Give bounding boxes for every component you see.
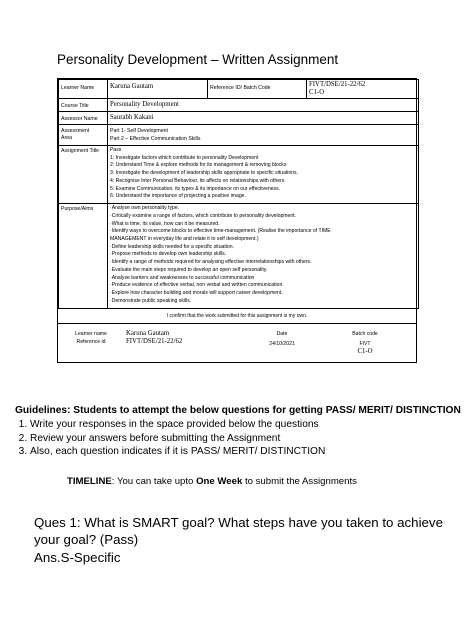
purpose-aims-list bbox=[108, 204, 419, 309]
reference-id-sig-label: Reference id bbox=[76, 338, 106, 345]
guidelines-section bbox=[15, 404, 465, 459]
reference-id-sig-value: FIVT/DSE/21-22/62 bbox=[126, 337, 183, 345]
assignment-title-label: Assignment Title bbox=[59, 145, 108, 203]
batch-code-block bbox=[320, 330, 410, 362]
guidelines-heading: Guidelines: Students to attempt the below questions for getting PASS/ MERIT/ DISTINCTION bbox=[15, 405, 461, 416]
reference-id-line: FIVT/DSE/21-22/62 bbox=[309, 81, 366, 88]
list-item: ·Analyse barriers and weaknesses to successful communication bbox=[110, 274, 255, 281]
assessor-name-label: Assessor Name bbox=[59, 112, 108, 125]
learner-name-sig-value: Karuna Gautam bbox=[126, 329, 170, 337]
batch-code-value: FIVT bbox=[359, 340, 371, 347]
course-title-value: Personality Development bbox=[108, 99, 419, 112]
list-item: ·What is time, its value, how can it be measured. bbox=[110, 220, 220, 227]
assessment-area-part: Part 1- Self Development bbox=[110, 128, 168, 135]
learner-name-value: Karuna Gautam bbox=[108, 80, 208, 99]
learner-name-label: Learner Name bbox=[59, 80, 108, 99]
confirmation-statement: I confirm that the work submitted for this assignment is my own. bbox=[58, 309, 416, 324]
list-item: 5: Examine Communication, its types & its importance on our effectiveness. bbox=[110, 185, 281, 192]
course-title-label: Course Title bbox=[59, 99, 108, 112]
list-item: 2. Review your answers before submitting the Assignment bbox=[30, 432, 465, 446]
list-item: ·Propose methods to develop own leadership skills. bbox=[110, 251, 227, 258]
timeline-label: TIMELINE bbox=[67, 476, 112, 487]
learner-name-sig-label: Learner name bbox=[75, 330, 107, 337]
signature-values bbox=[120, 330, 244, 362]
assignment-form bbox=[57, 78, 417, 363]
timeline-text-end: to submit the Assignments bbox=[242, 476, 357, 487]
list-item: 3: Investigate the development of leadership skills appropriate to specific situations. bbox=[110, 170, 299, 177]
reference-id-value bbox=[307, 80, 419, 99]
question-block bbox=[34, 514, 454, 566]
info-table bbox=[58, 79, 419, 309]
timeline-note bbox=[67, 476, 357, 487]
list-item: ·Explore how character building and morals will support career development. bbox=[110, 290, 283, 297]
date-block bbox=[244, 330, 320, 362]
reference-id-label: Reference ID/ Batch Code bbox=[208, 80, 307, 99]
list-item: 1: Investigate factors which contribute to personality Development bbox=[110, 154, 259, 161]
assessment-area-label bbox=[59, 125, 108, 146]
list-item: ·Define leadership skills needed for a specific situation. bbox=[110, 243, 235, 250]
list-item: MANAGEMENT in everyday life and relate it to self development.) bbox=[110, 236, 259, 243]
list-item: 3. Also, each question indicates if it is PASS/ MERIT/ DISTINCTION bbox=[30, 445, 465, 459]
date-label: Date bbox=[276, 330, 288, 337]
assessment-area-value bbox=[108, 125, 419, 146]
assignment-title-list bbox=[108, 145, 419, 203]
timeline-duration: One Week bbox=[196, 476, 243, 487]
signature-row bbox=[58, 324, 416, 362]
purpose-aims-label: Purpose/Aims bbox=[59, 204, 108, 309]
guidelines-list bbox=[15, 418, 465, 459]
list-item: ·Identify a range of methods required for analysing effective interrelationships with others. bbox=[110, 259, 312, 266]
assessment-area-label-line: Area bbox=[61, 135, 72, 142]
list-item: 1. Write your responses in the space provided below the questions bbox=[30, 418, 465, 432]
answer-text: Ans.S-Specific bbox=[34, 549, 121, 565]
list-item: ·Demonstrate public speaking skills. bbox=[110, 297, 192, 304]
list-item: Pass bbox=[110, 146, 122, 153]
date-value: 24/10/2021 bbox=[269, 340, 295, 347]
timeline-text: : You can take upto bbox=[111, 476, 197, 487]
assessment-area-label-line: Assessment bbox=[61, 128, 90, 135]
list-item: 6: Understand the importance of projecting a positive image. bbox=[110, 193, 246, 200]
question-text: Ques 1: What is SMART goal? What steps have you taken to achieve your goal? (Pass) bbox=[34, 515, 443, 548]
batch-code-label: Batch code bbox=[352, 330, 378, 337]
signature-labels bbox=[62, 330, 120, 362]
batch-code-section: C1-O bbox=[357, 347, 373, 355]
assessor-name-value: Saurabh Kakani bbox=[108, 112, 419, 125]
list-item: ·Critically examine a range of factors, which contribute to personality development. bbox=[110, 212, 297, 219]
page-title: Personality Development – Written Assignment bbox=[57, 52, 339, 67]
list-item: ·Identify ways to overcome blocks to effective time-management. (Realise the importance of TIME bbox=[110, 228, 331, 235]
list-item: 4: Recognise Inter Personal Behaviour, its affects on relationships with others. bbox=[110, 177, 286, 184]
list-item: ·Analyse own personality type. bbox=[110, 205, 180, 212]
list-item: ·Evaluate the main steps required to develop an open self personality. bbox=[110, 266, 268, 273]
batch-line: C1-O bbox=[309, 89, 325, 97]
assessment-area-part: Part 2 – Effective Communication Skills bbox=[110, 136, 201, 143]
list-item: 2: Understand Time & explore methods for its management & removing blocks bbox=[110, 162, 287, 169]
list-item: ·Produce evidence of effective verbal, non verbal and written communication. bbox=[110, 282, 284, 289]
